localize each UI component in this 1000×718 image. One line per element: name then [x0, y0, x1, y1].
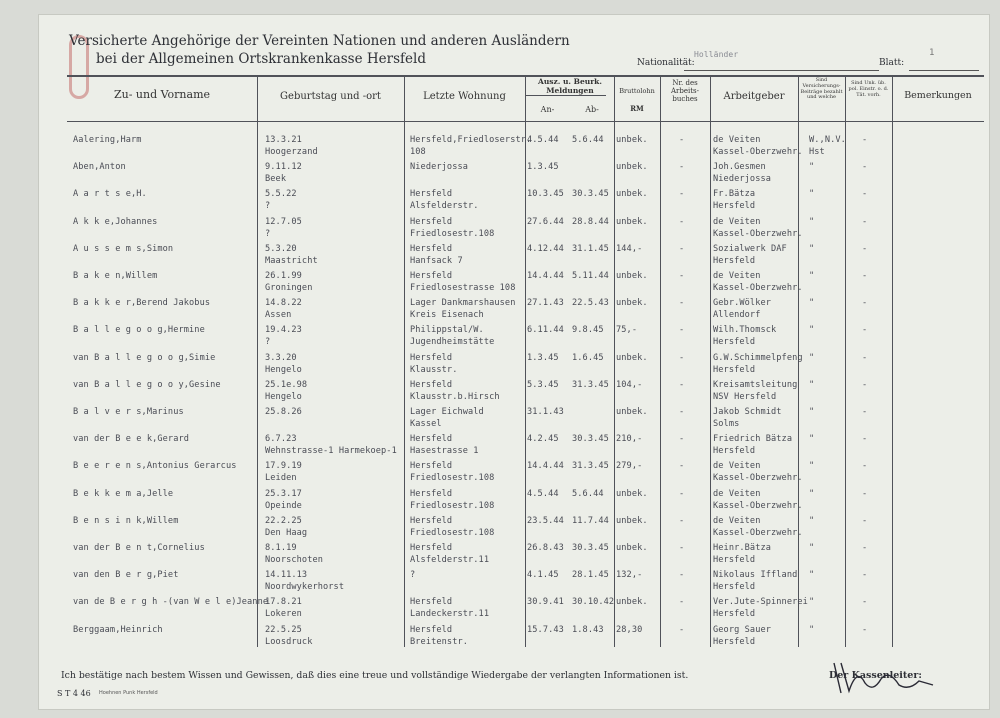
row-insured: " [809, 298, 815, 309]
row-wage: unbek. [616, 135, 648, 145]
row-birth-date: 9.11.12 [265, 162, 302, 173]
col-header-wage-unit: RM [630, 104, 644, 113]
row-address-detail: Klausstr.b.Hirsch [410, 391, 500, 402]
row-address: Hersfeld [410, 189, 453, 200]
row-employer-location: Kassel-Oberzwehr. [713, 473, 803, 484]
row-name: B a l l e g o o g,Hermine [73, 325, 205, 336]
sheet-line [909, 70, 979, 71]
row-employer-location: Hersfeld [713, 255, 756, 266]
row-employer-location: Hersfeld [713, 636, 756, 647]
row-deregistered: 28.1.45 [572, 570, 609, 581]
row-registered: 27.1.43 [527, 298, 564, 309]
row-insured: " [809, 243, 815, 254]
row-deregistered: 30.3.45 [572, 434, 609, 445]
row-birth-place: Hengelo [265, 391, 302, 402]
row-documents: - [862, 216, 868, 227]
row-employer: de Veiten [713, 461, 761, 472]
row-address: Philippstal/W. [410, 325, 484, 336]
row-wage: unbek. [616, 488, 648, 499]
row-documents: - [862, 407, 868, 417]
row-workbook: - [679, 325, 685, 336]
row-address: Lager Eichwald [410, 407, 484, 417]
col-header-remarks: Bemerkungen [904, 90, 972, 101]
row-documents: - [862, 298, 868, 309]
sheet-value: 1 [929, 48, 935, 58]
row-wage: 28,30 [616, 624, 643, 635]
table-row [67, 189, 984, 220]
col-header-workbook: Nr. des Arbeits-buches [670, 79, 700, 104]
col-header-documents: Sind Unk. üb. pol. Einstr. o. d. Tät. vorh. [848, 80, 889, 98]
row-birth-date: 14.8.22 [265, 298, 302, 309]
row-employer: Ver.Jute-Spinnerei [713, 597, 808, 608]
row-birth-date: 25.1e.98 [265, 379, 308, 390]
row-workbook: - [679, 271, 685, 281]
col-header-reports: Ausz. u. Beurk. Meldungen [538, 77, 602, 95]
row-address-detail: Friedlosestr.108 [410, 500, 495, 511]
row-workbook: - [679, 597, 685, 608]
row-address: Hersfeld [410, 216, 453, 227]
row-registered: 4.5.44 [527, 488, 559, 499]
row-insured: " [809, 325, 815, 336]
row-employer: de Veiten [713, 216, 761, 227]
row-address: Hersfeld [410, 597, 453, 608]
row-employer-location: Solms [713, 419, 740, 429]
row-address-detail: Breitenstr. [410, 636, 469, 647]
row-employer: de Veiten [713, 271, 761, 281]
row-insured: W.,N.V. [809, 135, 846, 145]
row-insured: " [809, 379, 815, 390]
row-address: Hersfeld [410, 461, 453, 472]
row-workbook: - [679, 135, 685, 145]
row-employer: Nikolaus Iffland [713, 570, 798, 581]
table-row [67, 543, 984, 574]
title-line-2: bei der Allgemeinen Ortskrankenkasse Hersfeld [96, 51, 426, 67]
row-address-detail: Alsfelderstr.11 [410, 555, 490, 565]
row-address: ? [410, 570, 416, 581]
col-header-name: Zu- und Vorname [113, 88, 211, 101]
row-registered: 10.3.45 [527, 189, 564, 200]
row-deregistered: 1.8.43 [572, 624, 604, 635]
row-deregistered: 9.8.45 [572, 325, 604, 336]
row-birth-date: 13.3.21 [265, 135, 302, 145]
row-wage: unbek. [616, 162, 648, 173]
row-wage: unbek. [616, 216, 648, 227]
row-employer: Gebr.Wölker [713, 298, 772, 309]
col-header-reports-in: An- [540, 105, 555, 114]
row-employer: de Veiten [713, 488, 761, 499]
row-employer: Sozialwerk DAF [713, 243, 787, 254]
row-name: A u s s e m s,Simon [73, 243, 174, 254]
row-employer: Friedrich Bätza [713, 434, 793, 445]
row-workbook: - [679, 624, 685, 635]
row-birth-place: Den Haag [265, 527, 308, 538]
row-wage: unbek. [616, 515, 648, 526]
row-documents: - [862, 325, 868, 336]
row-address-detail: 108 [410, 147, 426, 157]
row-deregistered: 30.3.45 [572, 543, 609, 553]
row-name: van B a l l e g o o g,Simie [73, 352, 216, 363]
nationality-line [684, 70, 879, 71]
row-registered: 4.5.44 [527, 135, 559, 145]
row-address: Hersfeld [410, 543, 453, 553]
row-registered: 4.1.45 [527, 570, 559, 581]
row-address: Hersfeld [410, 243, 453, 254]
row-employer: Georg Sauer [713, 624, 772, 635]
row-workbook: - [679, 162, 685, 173]
row-deregistered: 30.3.45 [572, 189, 609, 200]
row-birth-place: Beek [265, 174, 287, 185]
table-row [67, 597, 984, 628]
table-row [67, 461, 984, 492]
printer-imprint: Hoehnen Punk Hersfeld [99, 690, 158, 696]
row-workbook: - [679, 352, 685, 363]
row-birth-place: ? [265, 337, 271, 348]
row-employer-location: Hersfeld [713, 364, 756, 375]
row-deregistered: 5.11.44 [572, 271, 609, 281]
row-deregistered: 5.6.44 [572, 488, 604, 499]
row-insured: " [809, 488, 815, 499]
row-name: van B a l l e g o o y,Gesine [73, 379, 221, 390]
row-birth-date: 5.5.22 [265, 189, 297, 200]
row-workbook: - [679, 243, 685, 254]
row-birth-date: 25.8.26 [265, 407, 302, 417]
row-employer: G.W.Schimmelpfeng [713, 352, 803, 363]
row-address-detail: Kassel [410, 419, 442, 429]
row-workbook: - [679, 461, 685, 472]
row-birth-place: Leiden [265, 473, 297, 484]
col-header-reports-out: Ab- [585, 105, 599, 114]
row-deregistered: 28.8.44 [572, 216, 609, 227]
row-employer-location: Hersfeld [713, 201, 756, 212]
row-workbook: - [679, 189, 685, 200]
row-insured: " [809, 434, 815, 445]
col-header-employer: Arbeitgeber [723, 91, 785, 102]
row-wage: 75,- [616, 325, 638, 336]
table-row [67, 624, 984, 656]
row-insured: " [809, 162, 815, 173]
row-birth-date: 8.1.19 [265, 543, 297, 553]
signature-icon [829, 655, 939, 700]
row-birth-place: Assen [265, 310, 292, 321]
row-documents: - [862, 543, 868, 553]
row-birth-date: 25.3.17 [265, 488, 302, 499]
row-employer: Joh.Gesmen [713, 162, 766, 173]
row-registered: 1.3.45 [527, 352, 559, 363]
row-deregistered: 30.10.42 [572, 597, 615, 608]
row-registered: 30.9.41 [527, 597, 564, 608]
row-address-detail: Jugendheimstätte [410, 337, 495, 348]
row-address-detail: Kreis Eisenach [410, 310, 484, 321]
document-page [38, 14, 990, 710]
table-row [67, 162, 984, 193]
table-row [67, 379, 984, 411]
row-address: Lager Dankmarshausen [410, 298, 516, 309]
col-header-address: Letzte Wohnung [423, 91, 506, 102]
row-deregistered: 11.7.44 [572, 515, 609, 526]
row-name: van der B e n t,Cornelius [73, 543, 205, 553]
title-line-1: Versicherte Angehörige der Vereinten Nationen und anderen Ausländern [69, 33, 570, 49]
table-row [67, 407, 984, 438]
row-name: Aalering,Harm [73, 135, 142, 145]
row-address: Hersfeld [410, 379, 453, 390]
row-name: B a l v e r s,Marinus [73, 407, 184, 417]
row-birth-place: Groningen [265, 283, 313, 293]
row-employer: Wilh.Thomsck [713, 325, 777, 336]
row-address-detail: Friedlosestr.108 [410, 228, 495, 239]
row-documents: - [862, 162, 868, 173]
row-birth-date: 12.7.05 [265, 216, 302, 227]
row-birth-place: Loosdruck [265, 636, 313, 647]
row-insured-detail: Hst [809, 147, 825, 157]
nationality-value: Holländer [694, 50, 739, 59]
col-header-insured: Sind Versicherungs-Beiträge bezahlt und welche [800, 77, 843, 101]
row-birth-date: 5.3.20 [265, 243, 297, 254]
row-birth-place: ? [265, 228, 271, 239]
row-employer-location: Hersfeld [713, 582, 756, 593]
row-name: Aben,Anton [73, 162, 126, 173]
row-address: Hersfeld [410, 488, 453, 499]
row-insured: " [809, 570, 815, 581]
row-registered: 14.4.44 [527, 271, 564, 281]
row-address: Niederjossa [410, 162, 469, 173]
row-employer-location: Kassel-Oberzwehr. [713, 228, 803, 239]
row-workbook: - [679, 543, 685, 553]
row-employer-location: Kassel-Oberzwehr. [713, 527, 803, 538]
row-insured: " [809, 543, 815, 553]
row-documents: - [862, 488, 868, 499]
row-wage: 279,- [616, 461, 643, 472]
row-wage: unbek. [616, 189, 648, 200]
row-address: Hersfeld [410, 515, 453, 526]
row-address: Hersfeld [410, 434, 453, 445]
row-birth-place: Hoogerzand [265, 147, 318, 157]
row-wage: unbek. [616, 298, 648, 309]
row-workbook: - [679, 434, 685, 445]
row-documents: - [862, 624, 868, 635]
row-employer: de Veiten [713, 135, 761, 145]
row-birth-place: Hengelo [265, 364, 302, 375]
row-documents: - [862, 597, 868, 608]
form-code: S T 4 46 [57, 689, 91, 698]
row-employer-location: Kassel-Oberzwehr. [713, 500, 803, 511]
row-deregistered: 31.1.45 [572, 243, 609, 254]
row-documents: - [862, 189, 868, 200]
row-documents: - [862, 271, 868, 281]
row-employer-location: Niederjossa [713, 174, 772, 185]
row-address-detail: Hanfsack 7 [410, 255, 463, 266]
row-employer: Fr.Bätza [713, 189, 756, 200]
row-birth-place: Noorschoten [265, 555, 324, 565]
row-birth-place: Opeinde [265, 500, 302, 511]
row-deregistered: 1.6.45 [572, 352, 604, 363]
row-workbook: - [679, 216, 685, 227]
row-deregistered: 5.6.44 [572, 135, 604, 145]
row-documents: - [862, 352, 868, 363]
row-name: B e e r e n s,Antonius Gerarcus [73, 461, 237, 472]
row-insured: " [809, 461, 815, 472]
row-birth-date: 22.5.25 [265, 624, 302, 635]
table-row [67, 216, 984, 248]
row-registered: 14.4.44 [527, 461, 564, 472]
row-birth-place: Maastricht [265, 255, 318, 266]
row-wage: unbek. [616, 543, 648, 553]
row-registered: 26.8.43 [527, 543, 564, 553]
row-name: A k k e,Johannes [73, 216, 158, 227]
row-wage: 132,- [616, 570, 643, 581]
row-registered: 5.3.45 [527, 379, 559, 390]
row-insured: " [809, 216, 815, 227]
row-name: A a r t s e,H. [73, 189, 147, 200]
row-employer: Heinr.Bätza [713, 543, 772, 553]
row-workbook: - [679, 379, 685, 390]
row-registered: 27.6.44 [527, 216, 564, 227]
row-birth-date: 19.4.23 [265, 325, 302, 336]
row-address-detail: Klausstr. [410, 364, 458, 375]
row-employer-location: Hersfeld [713, 609, 756, 620]
nationality-label: Nationalität: [637, 58, 695, 68]
row-employer-location: Kassel-Oberzwehr. [713, 283, 803, 293]
row-name: van der B e e k,Gerard [73, 434, 190, 445]
row-birth-date: 22.2.25 [265, 515, 302, 526]
row-documents: - [862, 461, 868, 472]
row-insured: " [809, 515, 815, 526]
row-deregistered: 31.3.45 [572, 379, 609, 390]
row-wage: unbek. [616, 407, 648, 417]
row-address-detail: Friedlosestr.108 [410, 473, 495, 484]
row-workbook: - [679, 515, 685, 526]
row-registered: 31.1.43 [527, 407, 564, 417]
row-insured: " [809, 624, 815, 635]
row-wage: 210,- [616, 434, 643, 445]
row-birth-place: Noordwykerhorst [265, 582, 345, 593]
table-row [67, 243, 984, 275]
row-birth-place: Lokeren [265, 609, 302, 620]
sheet-label: Blatt: [879, 58, 905, 68]
row-birth-date: 17.8.21 [265, 597, 302, 608]
row-employer: de Veiten [713, 515, 761, 526]
row-address-detail: Friedlosestrasse 108 [410, 283, 516, 293]
row-wage: 104,- [616, 379, 643, 390]
table-row [67, 135, 984, 166]
register-table [67, 75, 984, 647]
row-registered: 1.3.45 [527, 162, 559, 173]
row-workbook: - [679, 488, 685, 499]
row-documents: - [862, 434, 868, 445]
row-insured: " [809, 189, 815, 200]
row-registered: 6.11.44 [527, 325, 564, 336]
row-name: B e k k e m a,Jelle [73, 488, 174, 499]
row-address: Hersfeld [410, 624, 453, 635]
row-address: Hersfeld [410, 352, 453, 363]
row-workbook: - [679, 407, 685, 417]
row-registered: 23.5.44 [527, 515, 564, 526]
row-employer: Jakob Schmidt [713, 407, 782, 417]
row-address-detail: Landeckerstr.11 [410, 609, 490, 620]
row-employer-location: Hersfeld [713, 555, 756, 565]
table-row [67, 488, 984, 520]
row-registered: 15.7.43 [527, 624, 564, 635]
cashier-label: Der Kassenleiter: [829, 670, 922, 681]
row-birth-place: ? [265, 201, 271, 212]
row-name: Berggaam,Heinrich [73, 624, 163, 635]
row-wage: unbek. [616, 352, 648, 363]
row-birth-place: Wehnstrasse-1 Harmekoep-1 [265, 446, 397, 457]
row-name: B a k e n,Willem [73, 271, 158, 281]
row-documents: - [862, 379, 868, 390]
col-header-birth: Geburtstag und -ort [280, 91, 381, 102]
row-name: van de B e r g h -(van W e l e)Jeanne [73, 597, 269, 608]
row-address-detail: Friedlosestr.108 [410, 527, 495, 538]
row-insured: " [809, 352, 815, 363]
row-registered: 4.2.45 [527, 434, 559, 445]
row-workbook: - [679, 570, 685, 581]
row-insured: " [809, 597, 815, 608]
row-documents: - [862, 135, 868, 145]
row-address-detail: Alsfelderstr. [410, 201, 479, 212]
row-employer-location: Hersfeld [713, 446, 756, 457]
row-documents: - [862, 570, 868, 581]
row-name: B e n s i n k,Willem [73, 515, 179, 526]
row-employer-location: Allendorf [713, 310, 761, 321]
row-wage: unbek. [616, 271, 648, 281]
row-deregistered: 31.3.45 [572, 461, 609, 472]
row-insured: " [809, 271, 815, 281]
row-birth-date: 6.7.23 [265, 434, 297, 445]
row-birth-date: 14.11.13 [265, 570, 308, 581]
row-documents: - [862, 243, 868, 254]
row-employer: Kreisamtsleitung [713, 379, 798, 390]
row-wage: 144,- [616, 243, 643, 254]
row-name: van den B e r g,Piet [73, 570, 179, 581]
row-wage: unbek. [616, 597, 648, 608]
row-birth-date: 3.3.20 [265, 352, 297, 363]
row-registered: 4.12.44 [527, 243, 564, 254]
row-workbook: - [679, 298, 685, 309]
confirmation-statement: Ich bestätige nach bestem Wissen und Gewissen, daß dies eine treue und vollständige Wiedergabe der verlangten Informationen ist. [61, 670, 689, 681]
row-birth-date: 17.9.19 [265, 461, 302, 472]
row-address-detail: Hasestrasse 1 [410, 446, 479, 457]
row-documents: - [862, 515, 868, 526]
row-address: Hersfeld,Friedloserstr. [410, 135, 532, 145]
col-header-wage: Bruttolohn [619, 87, 655, 95]
row-deregistered: 22.5.43 [572, 298, 609, 309]
row-birth-date: 26.1.99 [265, 271, 302, 281]
row-insured: " [809, 407, 815, 417]
row-name: B a k k e r,Berend Jakobus [73, 298, 211, 309]
row-employer-location: Kassel-Oberzwehr. [713, 147, 803, 157]
row-employer-location: Hersfeld [713, 337, 756, 348]
row-employer-location: NSV Hersfeld [713, 391, 777, 402]
row-address: Hersfeld [410, 271, 453, 281]
